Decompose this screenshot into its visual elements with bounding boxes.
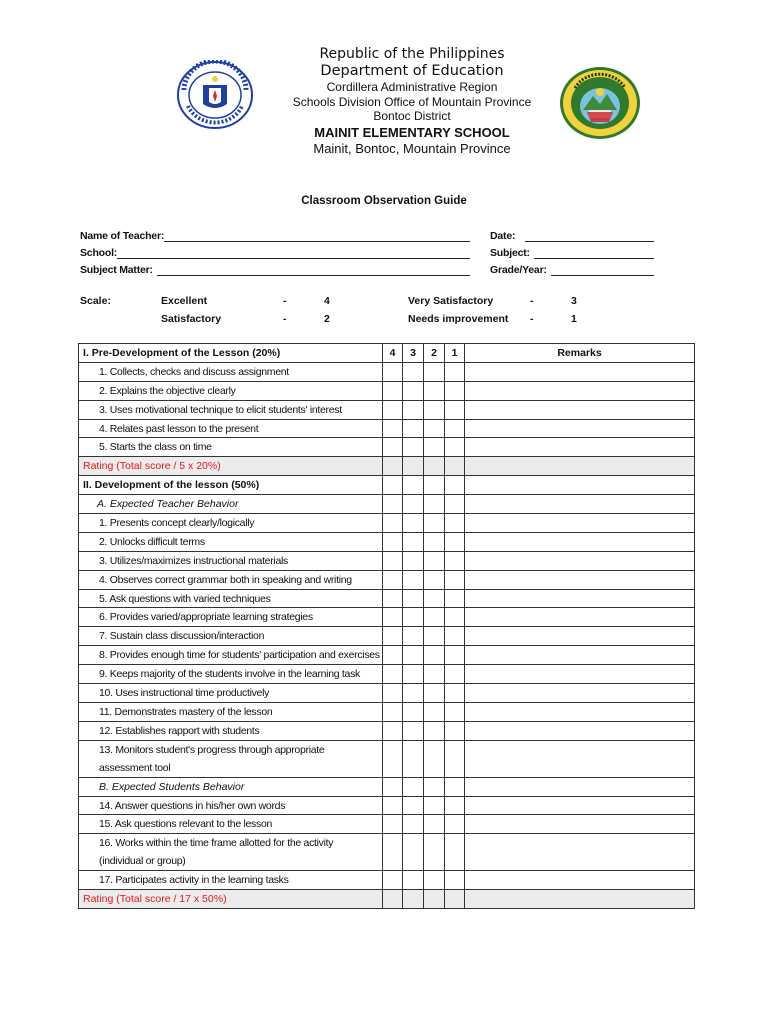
score-cell-3[interactable] — [403, 740, 424, 777]
score-cell-1[interactable] — [445, 815, 465, 834]
criterion-label: 7. Sustain class discussion/interaction — [79, 627, 383, 646]
score-cell-4[interactable] — [383, 740, 403, 777]
score-cell-4[interactable] — [383, 721, 403, 740]
rating-scale — [0, 295, 768, 331]
score-cell-2[interactable] — [424, 514, 445, 533]
criterion-label: 13. Monitors student's progress through appropriate assessment tool — [79, 740, 383, 777]
score-cell-1[interactable] — [445, 646, 465, 665]
score-cell-4[interactable] — [383, 665, 403, 684]
score-cell-2[interactable] — [424, 871, 445, 890]
score-cell-2[interactable] — [424, 532, 445, 551]
score-cell-1[interactable] — [445, 665, 465, 684]
criterion-row — [79, 381, 695, 400]
score-cell-2[interactable] — [424, 400, 445, 419]
score-cell-3[interactable] — [403, 514, 424, 533]
remarks-cell[interactable] — [465, 362, 695, 381]
subject-matter-field[interactable] — [157, 265, 470, 276]
score-cell-1[interactable] — [445, 514, 465, 533]
grade-year-label: Grade/Year: — [490, 264, 547, 276]
criterion-label: 15. Ask questions relevant to the lesson — [79, 815, 383, 834]
criterion-row — [79, 815, 695, 834]
score-cell-1 — [445, 890, 465, 909]
criterion-label: 3. Utilizes/maximizes instructional materials — [79, 551, 383, 570]
republic-line: Republic of the Philippines — [319, 46, 505, 62]
school-address: Mainit, Bontoc, Mountain Province — [313, 140, 511, 156]
score-cell-4[interactable] — [383, 362, 403, 381]
school-seal-icon — [559, 66, 641, 140]
criterion-label: 4. Observes correct grammar both in speaking and writing — [79, 570, 383, 589]
score-cell-2[interactable] — [424, 362, 445, 381]
scale-satisfactory: Satisfactory — [161, 313, 222, 325]
criterion-label: 1. Presents concept clearly/logically — [79, 514, 383, 533]
criterion-label: 5. Starts the class on time — [79, 438, 383, 457]
scale-satisfactory-value: 2 — [324, 313, 330, 325]
col-3-header: 3 — [403, 344, 424, 363]
score-cell-1[interactable] — [445, 381, 465, 400]
score-cell-3[interactable] — [403, 438, 424, 457]
subject-matter-label: Subject Matter: — [80, 264, 153, 276]
criterion-row — [79, 400, 695, 419]
division-line: Schools Division Office of Mountain Province — [292, 94, 532, 109]
score-cell-4[interactable] — [383, 570, 403, 589]
score-cell-4[interactable] — [383, 381, 403, 400]
criterion-row — [79, 740, 695, 777]
section-title: I. Pre-Development of the Lesson (20%) — [79, 344, 383, 363]
score-cell-1[interactable] — [445, 740, 465, 777]
score-cell-1[interactable] — [445, 702, 465, 721]
scale-very-satisfactory-value: 3 — [571, 295, 577, 307]
criterion-row — [79, 551, 695, 570]
date-label: Date: — [490, 230, 516, 242]
department-line: Department of Education — [320, 62, 504, 79]
criterion-row — [79, 589, 695, 608]
score-cell-3[interactable] — [403, 381, 424, 400]
score-cell-1[interactable] — [445, 400, 465, 419]
criterion-label: 10. Uses instructional time productively — [79, 684, 383, 703]
score-cell-2[interactable] — [424, 608, 445, 627]
remarks-cell[interactable] — [465, 608, 695, 627]
remarks-cell[interactable] — [465, 551, 695, 570]
scale-very-satisfactory: Very Satisfactory — [408, 295, 494, 307]
score-cell-1[interactable] — [445, 796, 465, 815]
score-cell-4[interactable] — [383, 476, 403, 495]
score-cell-1[interactable] — [445, 570, 465, 589]
score-cell-4[interactable] — [383, 646, 403, 665]
criterion-label: 1. Collects, checks and discuss assignment — [79, 362, 383, 381]
criterion-row — [79, 871, 695, 890]
subsection-row-label: B. Expected Students Behavior — [79, 777, 383, 796]
score-cell-4[interactable] — [383, 777, 403, 796]
remarks-cell[interactable] — [465, 777, 695, 796]
score-cell-2[interactable] — [424, 834, 445, 871]
scale-dash: - — [530, 313, 534, 325]
score-cell-4[interactable] — [383, 815, 403, 834]
criterion-label: 6. Provides varied/appropriate learning strategies — [79, 608, 383, 627]
criterion-label: 2. Explains the objective clearly — [79, 381, 383, 400]
section-header-row-label: II. Development of the lesson (50%) — [79, 476, 383, 495]
score-cell-2[interactable] — [424, 551, 445, 570]
rating-row — [79, 457, 695, 476]
criterion-row — [79, 514, 695, 533]
criterion-row — [79, 608, 695, 627]
remarks-cell[interactable] — [465, 438, 695, 457]
remarks-cell[interactable] — [465, 570, 695, 589]
scale-dash: - — [283, 313, 287, 325]
school-field[interactable] — [117, 248, 470, 259]
rating-label: Rating (Total score / 17 x 50%) — [79, 890, 383, 909]
remarks-cell[interactable] — [465, 721, 695, 740]
remarks-cell[interactable] — [465, 495, 695, 514]
rating-label: Rating (Total score / 5 x 20%) — [79, 457, 383, 476]
remarks-cell[interactable] — [465, 684, 695, 703]
score-cell-3[interactable] — [403, 551, 424, 570]
remarks-cell[interactable] — [465, 665, 695, 684]
score-cell-2[interactable] — [424, 381, 445, 400]
score-cell-1[interactable] — [445, 362, 465, 381]
score-cell-4[interactable] — [383, 627, 403, 646]
score-cell-2[interactable] — [424, 684, 445, 703]
score-cell-4[interactable] — [383, 796, 403, 815]
score-cell-1[interactable] — [445, 721, 465, 740]
score-cell-2[interactable] — [424, 646, 445, 665]
section-header-row — [79, 476, 695, 495]
score-cell-3 — [403, 457, 424, 476]
score-cell-3[interactable] — [403, 646, 424, 665]
remarks-cell[interactable] — [465, 514, 695, 533]
date-field[interactable] — [525, 231, 654, 242]
remarks-cell[interactable] — [465, 815, 695, 834]
criterion-label: 3. Uses motivational technique to elicit students' interest — [79, 400, 383, 419]
score-cell-4[interactable] — [383, 551, 403, 570]
criterion-row — [79, 684, 695, 703]
remarks-cell[interactable] — [465, 702, 695, 721]
score-cell-2[interactable] — [424, 721, 445, 740]
criterion-label: 12. Establishes rapport with students — [79, 721, 383, 740]
score-cell-3[interactable] — [403, 796, 424, 815]
scale-dash: - — [283, 295, 287, 307]
score-cell-4[interactable] — [383, 532, 403, 551]
score-cell-3[interactable] — [403, 570, 424, 589]
score-cell-1[interactable] — [445, 777, 465, 796]
score-cell-1[interactable] — [445, 419, 465, 438]
remarks-cell[interactable] — [465, 740, 695, 777]
scale-excellent-value: 4 — [324, 295, 330, 307]
page-title: Classroom Observation Guide — [301, 195, 467, 207]
remarks-cell[interactable] — [465, 532, 695, 551]
score-cell-3[interactable] — [403, 702, 424, 721]
school-label: School: — [80, 247, 118, 259]
criterion-row — [79, 721, 695, 740]
score-cell-1[interactable] — [445, 476, 465, 495]
score-cell-2[interactable] — [424, 777, 445, 796]
teacher-field[interactable] — [164, 231, 470, 242]
score-cell-3[interactable] — [403, 608, 424, 627]
score-cell-3[interactable] — [403, 495, 424, 514]
score-cell-2[interactable] — [424, 419, 445, 438]
criterion-label: 2. Unlocks difficult terms — [79, 532, 383, 551]
criterion-row — [79, 419, 695, 438]
score-cell-2[interactable] — [424, 740, 445, 777]
score-cell-3[interactable] — [403, 532, 424, 551]
criterion-row — [79, 834, 695, 871]
score-cell-1[interactable] — [445, 684, 465, 703]
criterion-label: 11. Demonstrates mastery of the lesson — [79, 702, 383, 721]
score-cell-4[interactable] — [383, 684, 403, 703]
subsection-row — [79, 777, 695, 796]
criterion-label: 9. Keeps majority of the students involve in the learning task — [79, 665, 383, 684]
remarks-cell[interactable] — [465, 400, 695, 419]
score-cell-2[interactable] — [424, 627, 445, 646]
scale-label: Scale: — [80, 295, 111, 307]
score-cell-2[interactable] — [424, 476, 445, 495]
grade-year-field[interactable] — [551, 265, 654, 276]
score-cell-3[interactable] — [403, 721, 424, 740]
score-cell-4[interactable] — [383, 871, 403, 890]
remarks-cell[interactable] — [465, 589, 695, 608]
subsection-row — [79, 495, 695, 514]
criterion-row — [79, 532, 695, 551]
score-cell-3[interactable] — [403, 834, 424, 871]
deped-seal-icon — [176, 60, 254, 130]
section-header-row — [79, 344, 695, 363]
score-cell-1[interactable] — [445, 589, 465, 608]
score-cell-2[interactable] — [424, 796, 445, 815]
region-line: Cordillera Administrative Region — [326, 80, 498, 95]
school-name: MAINIT ELEMENTARY SCHOOL — [314, 125, 510, 141]
score-cell-2[interactable] — [424, 570, 445, 589]
criterion-row — [79, 438, 695, 457]
score-cell-4[interactable] — [383, 702, 403, 721]
score-cell-3 — [403, 890, 424, 909]
criterion-row — [79, 627, 695, 646]
remarks-cell[interactable] — [465, 871, 695, 890]
score-cell-4 — [383, 890, 403, 909]
remarks-cell[interactable] — [465, 419, 695, 438]
rating-row — [79, 890, 695, 909]
subject-label: Subject: — [490, 247, 530, 259]
score-cell-4[interactable] — [383, 495, 403, 514]
score-cell-3[interactable] — [403, 684, 424, 703]
col-2-header: 2 — [424, 344, 445, 363]
score-cell-3[interactable] — [403, 400, 424, 419]
score-cell-2[interactable] — [424, 815, 445, 834]
score-cell-2[interactable] — [424, 438, 445, 457]
teacher-label: Name of Teacher: — [80, 230, 165, 242]
score-cell-2[interactable] — [424, 702, 445, 721]
score-cell-2 — [424, 890, 445, 909]
score-cell-4 — [383, 457, 403, 476]
criterion-row — [79, 570, 695, 589]
score-cell-2[interactable] — [424, 495, 445, 514]
score-cell-1[interactable] — [445, 495, 465, 514]
criterion-label: 17. Participates activity in the learning tasks — [79, 871, 383, 890]
remarks-cell — [465, 890, 695, 909]
criterion-label: 4. Relates past lesson to the present — [79, 419, 383, 438]
score-cell-4[interactable] — [383, 608, 403, 627]
col-1-header: 1 — [445, 344, 465, 363]
score-cell-3[interactable] — [403, 815, 424, 834]
remarks-cell[interactable] — [465, 627, 695, 646]
score-cell-2[interactable] — [424, 589, 445, 608]
score-cell-3[interactable] — [403, 362, 424, 381]
score-cell-1 — [445, 457, 465, 476]
score-cell-1[interactable] — [445, 608, 465, 627]
score-cell-3[interactable] — [403, 665, 424, 684]
scale-needs-improvement: Needs improvement — [408, 313, 509, 325]
subject-field[interactable] — [534, 248, 654, 259]
observation-table — [78, 343, 695, 909]
criterion-row — [79, 665, 695, 684]
criterion-label: 14. Answer questions in his/her own words — [79, 796, 383, 815]
score-cell-1[interactable] — [445, 532, 465, 551]
score-cell-3[interactable] — [403, 777, 424, 796]
info-fields-left — [80, 225, 470, 276]
score-cell-3[interactable] — [403, 871, 424, 890]
criterion-row — [79, 702, 695, 721]
remarks-header: Remarks — [465, 344, 695, 363]
remarks-cell[interactable] — [465, 796, 695, 815]
criterion-label: 16. Works within the time frame allotted for the activity (individual or group) — [79, 834, 383, 871]
score-cell-3[interactable] — [403, 476, 424, 495]
subsection-row-label: A. Expected Teacher Behavior — [79, 495, 383, 514]
criterion-row — [79, 646, 695, 665]
criterion-label: 5. Ask questions with varied techniques — [79, 589, 383, 608]
score-cell-4[interactable] — [383, 834, 403, 871]
criterion-row — [79, 362, 695, 381]
district-line: Bontoc District — [373, 108, 451, 123]
scale-dash: - — [530, 295, 534, 307]
score-cell-4[interactable] — [383, 400, 403, 419]
col-4-header: 4 — [383, 344, 403, 363]
score-cell-2 — [424, 457, 445, 476]
score-cell-4[interactable] — [383, 438, 403, 457]
score-cell-4[interactable] — [383, 514, 403, 533]
remarks-cell[interactable] — [465, 476, 695, 495]
remarks-cell[interactable] — [465, 834, 695, 871]
letterhead — [0, 46, 768, 157]
score-cell-1[interactable] — [445, 551, 465, 570]
info-fields-right — [490, 225, 654, 276]
score-cell-2[interactable] — [424, 665, 445, 684]
criterion-row — [79, 796, 695, 815]
score-cell-4[interactable] — [383, 589, 403, 608]
criterion-label: 8. Provides enough time for students' participation and exercises — [79, 646, 383, 665]
score-cell-3[interactable] — [403, 589, 424, 608]
score-cell-3[interactable] — [403, 627, 424, 646]
score-cell-3[interactable] — [403, 419, 424, 438]
scale-needs-improvement-value: 1 — [571, 313, 577, 325]
scale-excellent: Excellent — [161, 295, 208, 307]
score-cell-1[interactable] — [445, 627, 465, 646]
score-cell-1[interactable] — [445, 871, 465, 890]
score-cell-1[interactable] — [445, 834, 465, 871]
remarks-cell[interactable] — [465, 646, 695, 665]
remarks-cell[interactable] — [465, 381, 695, 400]
score-cell-4[interactable] — [383, 419, 403, 438]
score-cell-1[interactable] — [445, 438, 465, 457]
remarks-cell — [465, 457, 695, 476]
